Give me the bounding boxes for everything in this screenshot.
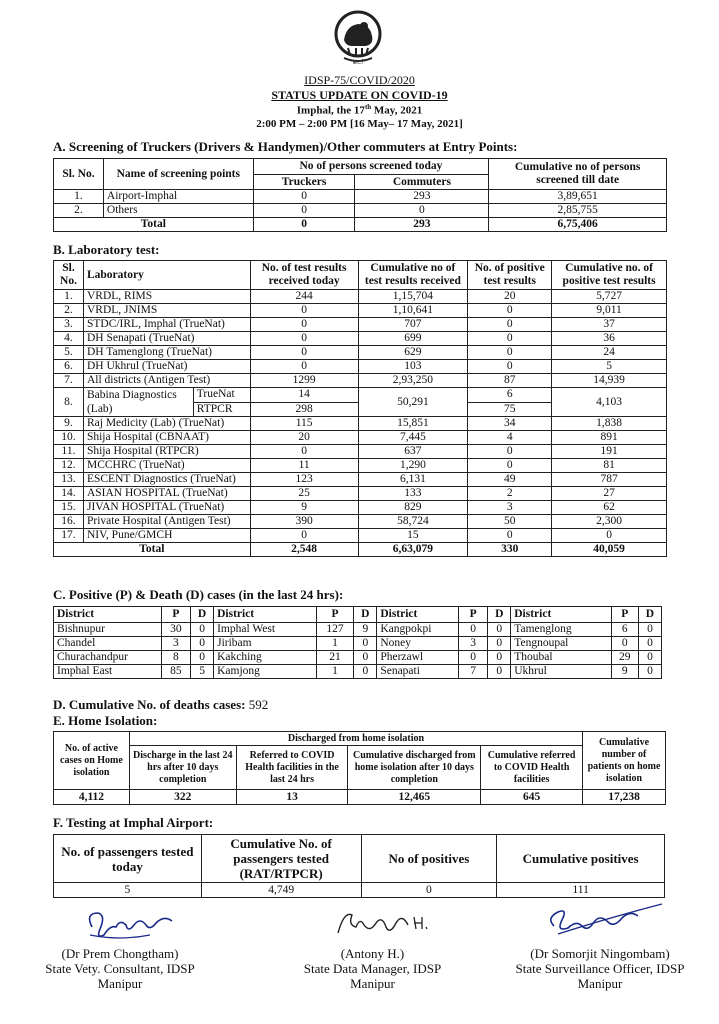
cell-cumulative-positive: 4,103 bbox=[552, 388, 667, 417]
header-cumulative-results: Cumulative no of test results received bbox=[358, 261, 468, 290]
cell-district: Kangpokpi bbox=[377, 623, 459, 637]
header-p: P bbox=[316, 607, 354, 623]
header-active-cases: No. of active cases on Home isolation bbox=[54, 732, 130, 790]
cell-positive: 0 bbox=[468, 445, 552, 459]
cell-district: Kakching bbox=[214, 651, 317, 665]
cell-cumulative: 2,85,755 bbox=[489, 204, 667, 218]
header-district: District bbox=[214, 607, 317, 623]
cell-cumulative-positive: 5,727 bbox=[552, 290, 667, 304]
cell-deaths: 0 bbox=[354, 651, 377, 665]
cell-positive: 9 bbox=[611, 665, 638, 679]
cell-cumulative: 699 bbox=[358, 332, 468, 346]
screening-table bbox=[53, 158, 667, 232]
header-cumulative-home-isolation: Cumulative number of patients on home isolation bbox=[583, 732, 666, 790]
cell-positive: 6 bbox=[611, 623, 638, 637]
cell-today: 0 bbox=[250, 529, 358, 543]
signatory-name: (Dr Prem Chongtham) bbox=[61, 946, 179, 961]
header-cumulative-positive: Cumulative no. of positive test results bbox=[552, 261, 667, 290]
cell-cumulative-positive: 62 bbox=[552, 501, 667, 515]
cell-cumulative: 133 bbox=[358, 487, 468, 501]
total-truckers: 0 bbox=[253, 218, 355, 232]
header-results-today: No. of test results received today bbox=[250, 261, 358, 290]
cell-sl: 8. bbox=[54, 388, 84, 417]
cell-deaths: 0 bbox=[354, 637, 377, 651]
cell-district: Tengnoupal bbox=[511, 637, 611, 651]
cell-deaths: 0 bbox=[488, 665, 511, 679]
svg-text:ꯃꯅꯤ: ꯃꯅꯤ bbox=[352, 59, 364, 66]
table-row bbox=[54, 417, 667, 431]
cell-deaths: 0 bbox=[488, 623, 511, 637]
header-cumulative-screened: Cumulative no of persons screened till date bbox=[489, 159, 667, 190]
table-row bbox=[54, 290, 667, 304]
cell-cumulative: 6,131 bbox=[358, 473, 468, 487]
cell-lab: DH Ukhrul (TrueNat) bbox=[83, 360, 250, 374]
cell-lab: All districts (Antigen Test) bbox=[83, 374, 250, 388]
cell-positive: 0 bbox=[468, 332, 552, 346]
cell-positive: 29 bbox=[611, 651, 638, 665]
cell-today: 1299 bbox=[250, 374, 358, 388]
header-d: D bbox=[488, 607, 511, 623]
cell-cumulative-positive: 81 bbox=[552, 459, 667, 473]
cell-sl: 6. bbox=[54, 360, 84, 374]
district-cases-table bbox=[53, 606, 662, 679]
cell-today: 298 bbox=[250, 402, 358, 417]
cell-today: 20 bbox=[250, 431, 358, 445]
cell-today: 123 bbox=[250, 473, 358, 487]
header-cumulative-referred: Cumulative referred to COVID Health facilities bbox=[481, 746, 583, 790]
signatory-title: State Vety. Consultant, IDSP bbox=[45, 961, 195, 976]
table-row bbox=[54, 790, 666, 805]
cell-truckers: 0 bbox=[253, 204, 355, 218]
header-cumulative-discharged: Cumulative discharged from home isolation after 10 days completion bbox=[348, 746, 481, 790]
cell-lab: Private Hospital (Antigen Test) bbox=[83, 515, 250, 529]
cell-positive: 0 bbox=[458, 623, 487, 637]
cell-district: Chandel bbox=[54, 637, 162, 651]
cell-cumulative: 7,445 bbox=[358, 431, 468, 445]
header-passengers-today: No. of passengers tested today bbox=[54, 835, 202, 883]
cell-lab: DH Tamenglong (TrueNat) bbox=[83, 346, 250, 360]
table-row bbox=[54, 529, 667, 543]
cell-positive: 75 bbox=[468, 402, 552, 417]
table-row bbox=[54, 473, 667, 487]
total-row bbox=[54, 218, 667, 232]
cell-positive: 0 bbox=[468, 459, 552, 473]
cell-today: 0 bbox=[250, 332, 358, 346]
cell-cumulative: 1,15,704 bbox=[358, 290, 468, 304]
signatory-place: Manipur bbox=[97, 976, 143, 991]
cell-cumulative-positive: 191 bbox=[552, 445, 667, 459]
cell-sl: 1. bbox=[54, 290, 84, 304]
signatory-name: (Dr Somorjit Ningombam) bbox=[530, 946, 670, 961]
header-cumulative-passengers: Cumulative No. of passengers tested (RAT/RTPCR) bbox=[201, 835, 361, 883]
cell-positive: 3 bbox=[468, 501, 552, 515]
table-row bbox=[54, 204, 667, 218]
cell-positive: 0 bbox=[468, 304, 552, 318]
cell-positive: 0 bbox=[468, 346, 552, 360]
cell-sl: 4. bbox=[54, 332, 84, 346]
cell-sl: 17. bbox=[54, 529, 84, 543]
cell-cumulative: 50,291 bbox=[358, 388, 468, 417]
signatory-1 bbox=[30, 946, 210, 991]
cell-positive: 0 bbox=[468, 529, 552, 543]
cell-sl: 7. bbox=[54, 374, 84, 388]
cell-district: Jiribam bbox=[214, 637, 317, 651]
header-discharged: Discharged from home isolation bbox=[129, 732, 582, 746]
cell-commuters: 0 bbox=[355, 204, 489, 218]
value-referred-24h: 13 bbox=[236, 790, 348, 805]
header-screened-today: No of persons screened today bbox=[253, 159, 489, 175]
cell-today: 0 bbox=[250, 346, 358, 360]
cell-sl: 15. bbox=[54, 501, 84, 515]
cell-positive: 3 bbox=[161, 637, 190, 651]
cell-lab: Babina Diagnostics (Lab) bbox=[83, 388, 193, 417]
table-row bbox=[54, 360, 667, 374]
table-row bbox=[54, 501, 667, 515]
total-positive: 330 bbox=[468, 543, 552, 557]
cell-today: 9 bbox=[250, 501, 358, 515]
cell-cumulative: 637 bbox=[358, 445, 468, 459]
header-p: P bbox=[458, 607, 487, 623]
cell-cumulative-positive: 27 bbox=[552, 487, 667, 501]
cell-lab: JIVAN HOSPITAL (TrueNat) bbox=[83, 501, 250, 515]
header-p: P bbox=[611, 607, 638, 623]
signatory-title: State Surveillance Officer, IDSP bbox=[515, 961, 685, 976]
header-district: District bbox=[511, 607, 611, 623]
header-positive-results: No. of positive test results bbox=[468, 261, 552, 290]
cell-today: 390 bbox=[250, 515, 358, 529]
cell-district: Tamenglong bbox=[511, 623, 611, 637]
cell-sl: 11. bbox=[54, 445, 84, 459]
airport-testing-table bbox=[53, 834, 665, 898]
cell-deaths: 0 bbox=[354, 665, 377, 679]
table-row bbox=[54, 388, 667, 403]
cell-cumulative: 3,89,651 bbox=[489, 190, 667, 204]
cell-cumulative-positive: 5 bbox=[552, 360, 667, 374]
cell-district: Imphal West bbox=[214, 623, 317, 637]
laboratory-table bbox=[53, 260, 667, 557]
cell-district: Imphal East bbox=[54, 665, 162, 679]
header-cumulative-positives: Cumulative positives bbox=[497, 835, 665, 883]
cell-cumulative: 58,724 bbox=[358, 515, 468, 529]
cell-positive: 3 bbox=[458, 637, 487, 651]
table-row bbox=[54, 665, 662, 679]
section-a-title: A. Screening of Truckers (Drivers & Handymen)/Other commuters at Entry Points: bbox=[53, 139, 518, 154]
signatory-name: (Antony H.) bbox=[340, 946, 405, 961]
cell-today: 244 bbox=[250, 290, 358, 304]
cell-deaths: 0 bbox=[488, 651, 511, 665]
value-cumulative-discharged: 12,465 bbox=[348, 790, 481, 805]
header-laboratory: Laboratory bbox=[83, 261, 250, 290]
cell-deaths: 0 bbox=[191, 623, 214, 637]
value-cumulative-passengers: 4,749 bbox=[201, 883, 361, 898]
table-row bbox=[54, 487, 667, 501]
cell-positive: 0 bbox=[468, 360, 552, 374]
header-d: D bbox=[191, 607, 214, 623]
table-row bbox=[54, 431, 667, 445]
value-passengers-today: 5 bbox=[54, 883, 202, 898]
cell-deaths: 0 bbox=[638, 623, 661, 637]
cell-lab: Raj Medicity (Lab) (TrueNat) bbox=[83, 417, 250, 431]
cell-positive: 1 bbox=[316, 665, 354, 679]
header-referred-24h: Referred to COVID Health facilities in the last 24 hrs bbox=[236, 746, 348, 790]
section-c-title: C. Positive (P) & Death (D) cases (in the last 24 hrs): bbox=[53, 587, 344, 602]
cell-cumulative-positive: 0 bbox=[552, 529, 667, 543]
cell-lab: STDC/IRL, Imphal (TrueNat) bbox=[83, 318, 250, 332]
table-row bbox=[54, 304, 667, 318]
cell-today: 0 bbox=[250, 318, 358, 332]
cell-cumulative: 15 bbox=[358, 529, 468, 543]
cell-sl: 14. bbox=[54, 487, 84, 501]
table-row bbox=[54, 651, 662, 665]
cell-sl: 2. bbox=[54, 204, 104, 218]
cell-sl: 5. bbox=[54, 346, 84, 360]
cell-positive: 127 bbox=[316, 623, 354, 637]
cell-cumulative: 2,93,250 bbox=[358, 374, 468, 388]
cell-lab: VRDL, RIMS bbox=[83, 290, 250, 304]
cell-cumulative-positive: 1,838 bbox=[552, 417, 667, 431]
cell-district: Pherzawl bbox=[377, 651, 459, 665]
header-discharge-24h: Discharge in the last 24 hrs after 10 days completion bbox=[129, 746, 236, 790]
table-row bbox=[54, 637, 662, 651]
cell-deaths: 0 bbox=[191, 637, 214, 651]
section-f-title: F. Testing at Imphal Airport: bbox=[53, 815, 214, 830]
cell-sl: 16. bbox=[54, 515, 84, 529]
table-row bbox=[54, 318, 667, 332]
cell-district: Senapati bbox=[377, 665, 459, 679]
cell-sl: 1. bbox=[54, 190, 104, 204]
cell-deaths: 0 bbox=[638, 651, 661, 665]
cell-cumulative-positive: 9,011 bbox=[552, 304, 667, 318]
table-row bbox=[54, 515, 667, 529]
cell-cumulative: 15,851 bbox=[358, 417, 468, 431]
cell-lab: NIV, Pune/GMCH bbox=[83, 529, 250, 543]
cell-positive: 0 bbox=[611, 637, 638, 651]
cell-lab: Shija Hospital (RTPCR) bbox=[83, 445, 250, 459]
value-active: 4,112 bbox=[54, 790, 130, 805]
total-today: 2,548 bbox=[250, 543, 358, 557]
state-emblem bbox=[330, 8, 386, 66]
cell-name: Others bbox=[103, 204, 253, 218]
signature-3-mark bbox=[538, 898, 668, 947]
cell-positive: 85 bbox=[161, 665, 190, 679]
cell-district: Ukhrul bbox=[511, 665, 611, 679]
header-commuters: Commuters bbox=[355, 175, 489, 190]
header-sl: Sl. No. bbox=[54, 159, 104, 190]
total-label: Total bbox=[54, 218, 254, 232]
cell-cumulative: 1,290 bbox=[358, 459, 468, 473]
cell-positive: 2 bbox=[468, 487, 552, 501]
section-e-title: E. Home Isolation: bbox=[53, 713, 158, 728]
section-d bbox=[53, 697, 268, 713]
cell-cumulative-positive: 36 bbox=[552, 332, 667, 346]
cell-positive: 1 bbox=[316, 637, 354, 651]
signatory-3 bbox=[495, 946, 705, 991]
cell-positive: 6 bbox=[468, 388, 552, 403]
cell-today: 11 bbox=[250, 459, 358, 473]
table-row bbox=[54, 190, 667, 204]
header-truckers: Truckers bbox=[253, 175, 355, 190]
total-commuters: 293 bbox=[355, 218, 489, 232]
cell-district: Kamjong bbox=[214, 665, 317, 679]
header-district: District bbox=[54, 607, 162, 623]
cell-district: Noney bbox=[377, 637, 459, 651]
cell-positive: 87 bbox=[468, 374, 552, 388]
cell-today: 0 bbox=[250, 360, 358, 374]
cell-lab: DH Senapati (TrueNat) bbox=[83, 332, 250, 346]
cell-today: 115 bbox=[250, 417, 358, 431]
cell-today: 14 bbox=[250, 388, 358, 403]
cell-cumulative: 1,10,641 bbox=[358, 304, 468, 318]
cell-sl: 3. bbox=[54, 318, 84, 332]
table-row bbox=[54, 374, 667, 388]
cell-positive: 20 bbox=[468, 290, 552, 304]
cell-district: Bishnupur bbox=[54, 623, 162, 637]
cell-deaths: 0 bbox=[488, 637, 511, 651]
table-row bbox=[54, 459, 667, 473]
cell-positive: 7 bbox=[458, 665, 487, 679]
document-ref: IDSP-75/COVID/2020 bbox=[304, 73, 415, 87]
cell-today: 0 bbox=[250, 304, 358, 318]
table-row bbox=[54, 332, 667, 346]
header-screening-point: Name of screening points bbox=[103, 159, 253, 190]
document-period: 2:00 PM – 2:00 PM [16 May– 17 May, 2021] bbox=[256, 118, 463, 130]
cell-cumulative-positive: 787 bbox=[552, 473, 667, 487]
signatory-title: State Data Manager, IDSP bbox=[303, 961, 442, 976]
cell-today: 25 bbox=[250, 487, 358, 501]
signatory-place: Manipur bbox=[350, 976, 395, 991]
cell-positive: 8 bbox=[161, 651, 190, 665]
header-d: D bbox=[354, 607, 377, 623]
value-cumulative-positives: 111 bbox=[497, 883, 665, 898]
cell-positive: 30 bbox=[161, 623, 190, 637]
cell-commuters: 293 bbox=[355, 190, 489, 204]
header-d: D bbox=[638, 607, 661, 623]
table-row bbox=[54, 445, 667, 459]
cell-district: Thoubal bbox=[511, 651, 611, 665]
header-p: P bbox=[161, 607, 190, 623]
cell-positive: 21 bbox=[316, 651, 354, 665]
cell-deaths: 5 bbox=[191, 665, 214, 679]
value-cumulative-referred: 645 bbox=[481, 790, 583, 805]
deaths-value: 592 bbox=[248, 697, 269, 712]
cell-deaths: 9 bbox=[354, 623, 377, 637]
cell-sl: 13. bbox=[54, 473, 84, 487]
cell-truckers: 0 bbox=[253, 190, 355, 204]
section-b-title: B. Laboratory test: bbox=[53, 242, 160, 257]
header-district: District bbox=[377, 607, 459, 623]
cell-deaths: 0 bbox=[638, 637, 661, 651]
cell-deaths: 0 bbox=[191, 651, 214, 665]
cell-positive: 0 bbox=[468, 318, 552, 332]
cell-sl: 10. bbox=[54, 431, 84, 445]
cell-sl: 2. bbox=[54, 304, 84, 318]
table-row bbox=[54, 883, 665, 898]
signature-1-mark bbox=[80, 905, 190, 950]
header-sl: Sl. No. bbox=[54, 261, 84, 290]
cell-name: Airport-Imphal bbox=[103, 190, 253, 204]
cell-sub-method: RTPCR bbox=[193, 402, 250, 417]
document-title: STATUS UPDATE ON COVID-19 bbox=[271, 88, 448, 102]
cell-cumulative-positive: 891 bbox=[552, 431, 667, 445]
cell-cumulative: 103 bbox=[358, 360, 468, 374]
value-cumulative-home-isolation: 17,238 bbox=[583, 790, 666, 805]
cell-cumulative: 629 bbox=[358, 346, 468, 360]
cell-sl: 9. bbox=[54, 417, 84, 431]
cell-lab: MCCHRC (TrueNat) bbox=[83, 459, 250, 473]
total-cumulative-positive: 40,059 bbox=[552, 543, 667, 557]
cell-positive: 34 bbox=[468, 417, 552, 431]
total-row bbox=[54, 543, 667, 557]
header-positives: No of positives bbox=[361, 835, 497, 883]
total-cumulative: 6,63,079 bbox=[358, 543, 468, 557]
home-isolation-table bbox=[53, 731, 666, 805]
cell-cumulative: 707 bbox=[358, 318, 468, 332]
cell-sub-method: TrueNat bbox=[193, 388, 250, 403]
value-discharge-24h: 322 bbox=[129, 790, 236, 805]
table-row bbox=[54, 346, 667, 360]
total-cumulative: 6,75,406 bbox=[489, 218, 667, 232]
signatory-place: Manipur bbox=[577, 976, 623, 991]
cell-lab: ESCENT Diagnostics (TrueNat) bbox=[83, 473, 250, 487]
cell-sl: 12. bbox=[54, 459, 84, 473]
cell-today: 0 bbox=[250, 445, 358, 459]
cell-cumulative-positive: 14,939 bbox=[552, 374, 667, 388]
cell-deaths: 0 bbox=[638, 665, 661, 679]
signature-2-mark bbox=[330, 905, 440, 948]
cell-lab: VRDL, JNIMS bbox=[83, 304, 250, 318]
cell-positive: 0 bbox=[458, 651, 487, 665]
signatory-2 bbox=[285, 946, 460, 991]
cell-cumulative-positive: 24 bbox=[552, 346, 667, 360]
cell-district: Churachandpur bbox=[54, 651, 162, 665]
cell-cumulative-positive: 37 bbox=[552, 318, 667, 332]
cell-lab: Shija Hospital (CBNAAT) bbox=[83, 431, 250, 445]
total-label: Total bbox=[54, 543, 251, 557]
cell-cumulative-positive: 2,300 bbox=[552, 515, 667, 529]
deaths-label: D. Cumulative No. of deaths cases: bbox=[53, 697, 246, 712]
table-row bbox=[54, 623, 662, 637]
cell-positive: 4 bbox=[468, 431, 552, 445]
cell-lab: ASIAN HOSPITAL (TrueNat) bbox=[83, 487, 250, 501]
cell-cumulative: 829 bbox=[358, 501, 468, 515]
cell-positive: 50 bbox=[468, 515, 552, 529]
document-place-date: Imphal, the 17th May, 2021 bbox=[296, 103, 423, 117]
cell-positive: 49 bbox=[468, 473, 552, 487]
value-positives: 0 bbox=[361, 883, 497, 898]
